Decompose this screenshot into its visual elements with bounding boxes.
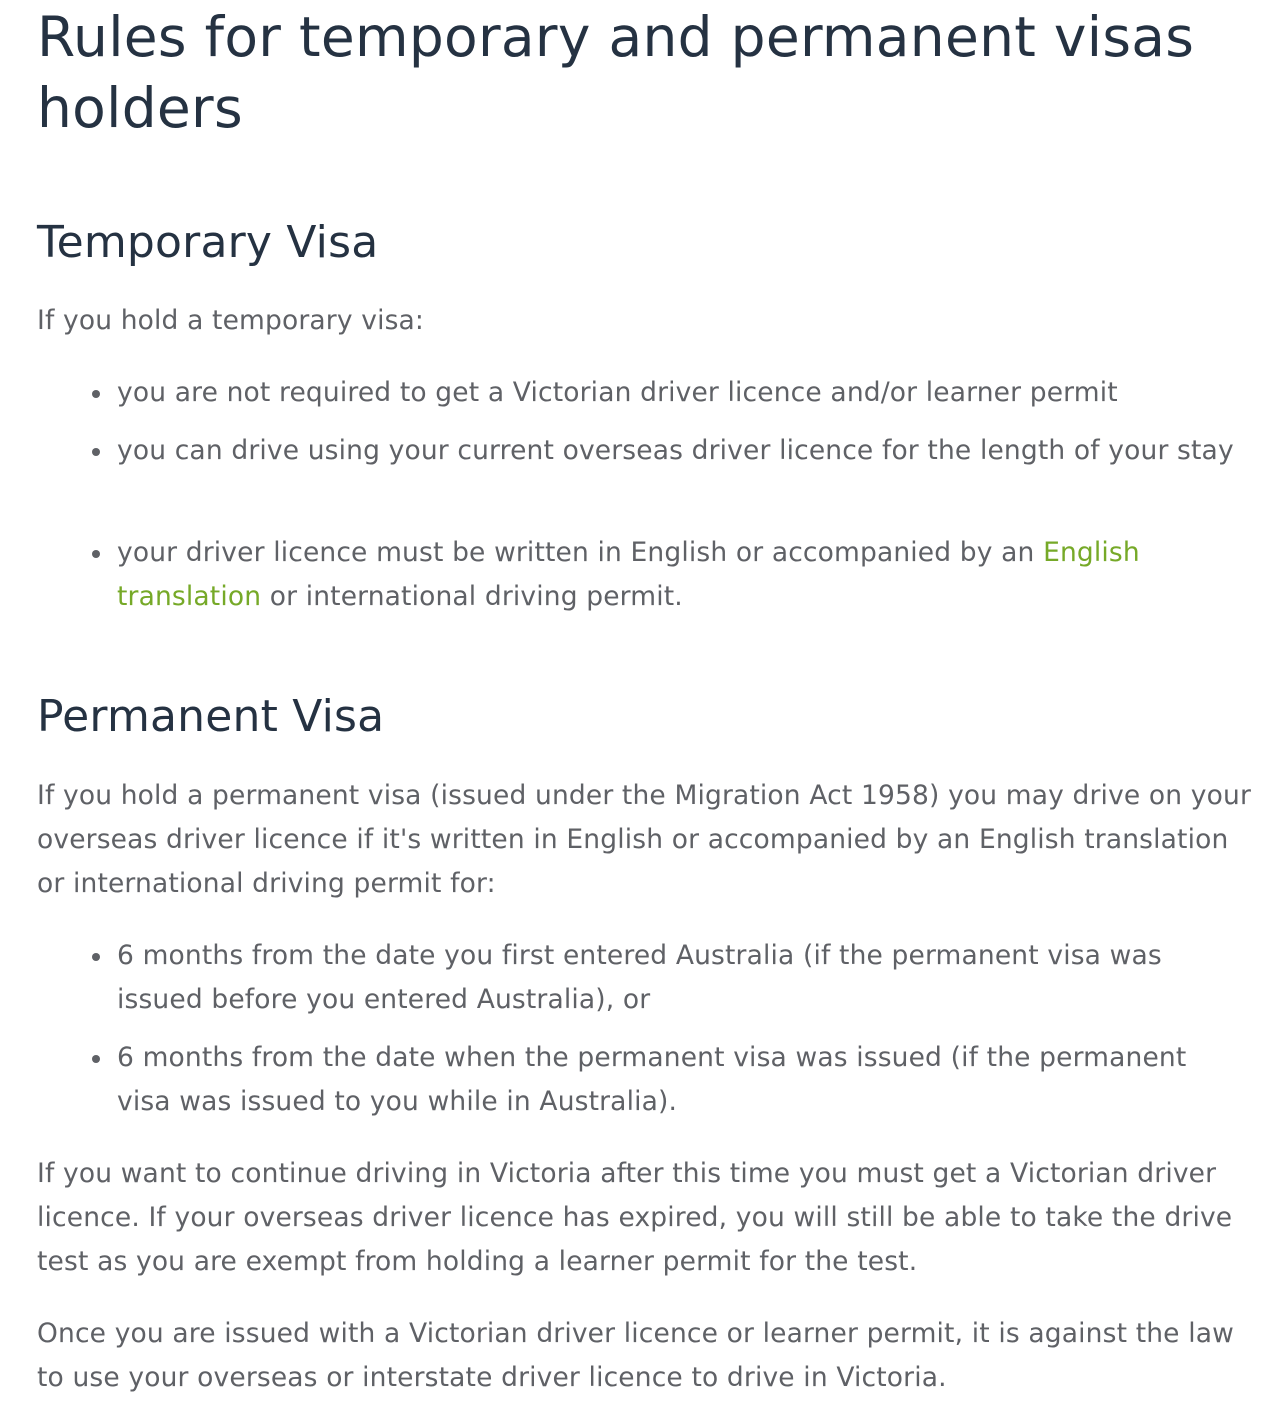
list-item [117,1036,1247,1124]
temporary-visa-heading: Temporary Visa [37,217,379,268]
list-item [117,531,1247,619]
list-item [117,934,1247,1022]
list-item-text: you can drive using your current overseas driver licence for the length of your stay [117,435,1234,466]
list-item-text: or international driving permit. [261,581,683,612]
list-item-text: 6 months from the date when the permanent visa was issued (if the permanent visa was issued to you while in Australia). [117,1042,1187,1117]
list-item [117,371,1247,415]
permanent-visa-intro: If you hold a permanent visa (issued under the Migration Act 1958) you may drive on your overseas driver licence if it's written in English or accompanied by an English translation or international driving permit for: [37,780,1251,899]
list-item-text: 6 months from the date you first entered Australia (if the permanent visa was issued before you entered Australia), or [117,940,1162,1015]
permanent-visa-heading: Permanent Visa [37,691,385,742]
list-item-text: you are not required to get a Victorian driver licence and/or learner permit [117,377,1118,408]
licence-issued-paragraph: Once you are issued with a Victorian driver licence or learner permit, it is against the law to use your overseas or interstate driver licence to drive in Victoria. [37,1318,1234,1393]
page-title: Rules for temporary and permanent visas holders [37,5,1195,140]
continue-driving-paragraph: If you want to continue driving in Victoria after this time you must get a Victorian driver licence. If your overseas driver licence has expired, you will still be able to take the drive test as you are exempt from holding a learner permit for the test. [37,1158,1233,1277]
english-translation-link[interactable]: English translation [117,537,1140,612]
temporary-visa-intro: If you hold a temporary visa: [37,305,425,336]
list-item-text: your driver licence must be written in English or accompanied by an [117,537,1044,568]
list-item [117,429,1247,473]
